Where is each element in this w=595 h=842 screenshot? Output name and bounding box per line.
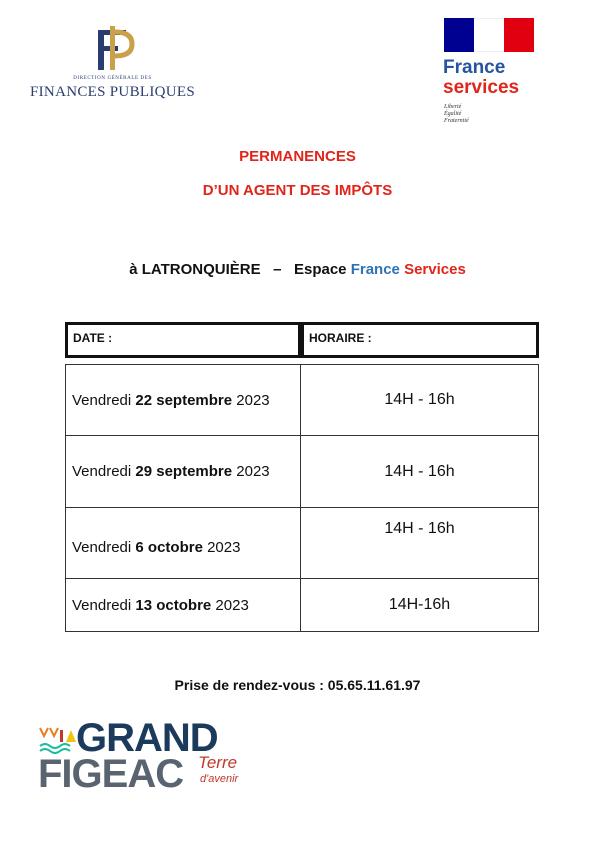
row-date-bold: 22 septembre [135, 391, 233, 409]
row-year: 2023 [207, 538, 241, 556]
location-france: France [350, 261, 400, 278]
row-time: 14H - 16h [384, 520, 455, 537]
row-date [66, 365, 301, 435]
dgfip-name: FINANCES PUBLIQUES [30, 84, 196, 100]
row-day: Vendredi [72, 538, 132, 556]
grand-figeac-word-figeac: FIGEAC [38, 752, 184, 796]
location-prefix: à LATRONQUIÈRE [129, 261, 261, 278]
title-line-2: D’UN AGENT DES IMPÔTS [202, 182, 393, 199]
france-services-word-services: services [443, 77, 520, 98]
row-day: Vendredi [72, 391, 132, 409]
grand-figeac-tagline-terre: Terre [198, 753, 238, 772]
row-date [66, 579, 301, 631]
row-time: 14H - 16h [384, 462, 455, 480]
grand-figeac-logo [38, 718, 258, 798]
motto-fraternite: Fraternité [444, 118, 469, 124]
table-row [66, 435, 538, 507]
french-flag-icon [444, 18, 534, 52]
table-header [65, 322, 539, 364]
table-row [66, 507, 538, 578]
france-services-word-france: France [443, 57, 506, 78]
table-row [66, 365, 538, 435]
dgfip-subtitle: DIRECTION GÉNÉRALE DES [73, 76, 152, 81]
dgfip-logo [30, 22, 195, 112]
row-time: 14H - 16h [384, 391, 455, 408]
header-time: HORAIRE : [301, 322, 539, 358]
france-services-logo [440, 18, 545, 133]
appointment-contact: Prise de rendez-vous : 05.65.11.61.97 [174, 677, 421, 693]
title-line-1: PERMANENCES [239, 148, 356, 165]
row-day: Vendredi [72, 596, 132, 614]
grand-figeac-pictogram-icon [38, 724, 76, 754]
table-body [65, 364, 539, 632]
row-day: Vendredi [72, 463, 132, 480]
row-date-bold: 6 octobre [135, 538, 203, 556]
row-year: 2023 [236, 463, 270, 480]
motto-egalite: Égalité [444, 111, 462, 117]
row-time: 14H-16h [388, 596, 451, 613]
dgfip-emblem-icon [88, 24, 136, 74]
location-line [0, 261, 595, 278]
location-dash: – [273, 261, 282, 278]
grand-figeac-tagline-avenir: d'avenir [200, 773, 239, 785]
republic-motto [444, 104, 469, 125]
row-date [66, 508, 301, 578]
location-espace: Espace [293, 261, 347, 278]
table-row [66, 578, 538, 631]
schedule-table [65, 322, 539, 632]
grand-figeac-word-grand: GRAND [76, 716, 218, 760]
row-date-bold: 13 octobre [135, 596, 212, 614]
motto-liberte: Liberté [444, 104, 462, 110]
location-services: Services [404, 261, 466, 278]
row-year: 2023 [215, 596, 249, 614]
row-date [66, 436, 301, 507]
header-date: DATE : [65, 322, 301, 358]
row-date-bold: 29 septembre [135, 463, 233, 480]
row-year: 2023 [236, 391, 270, 409]
